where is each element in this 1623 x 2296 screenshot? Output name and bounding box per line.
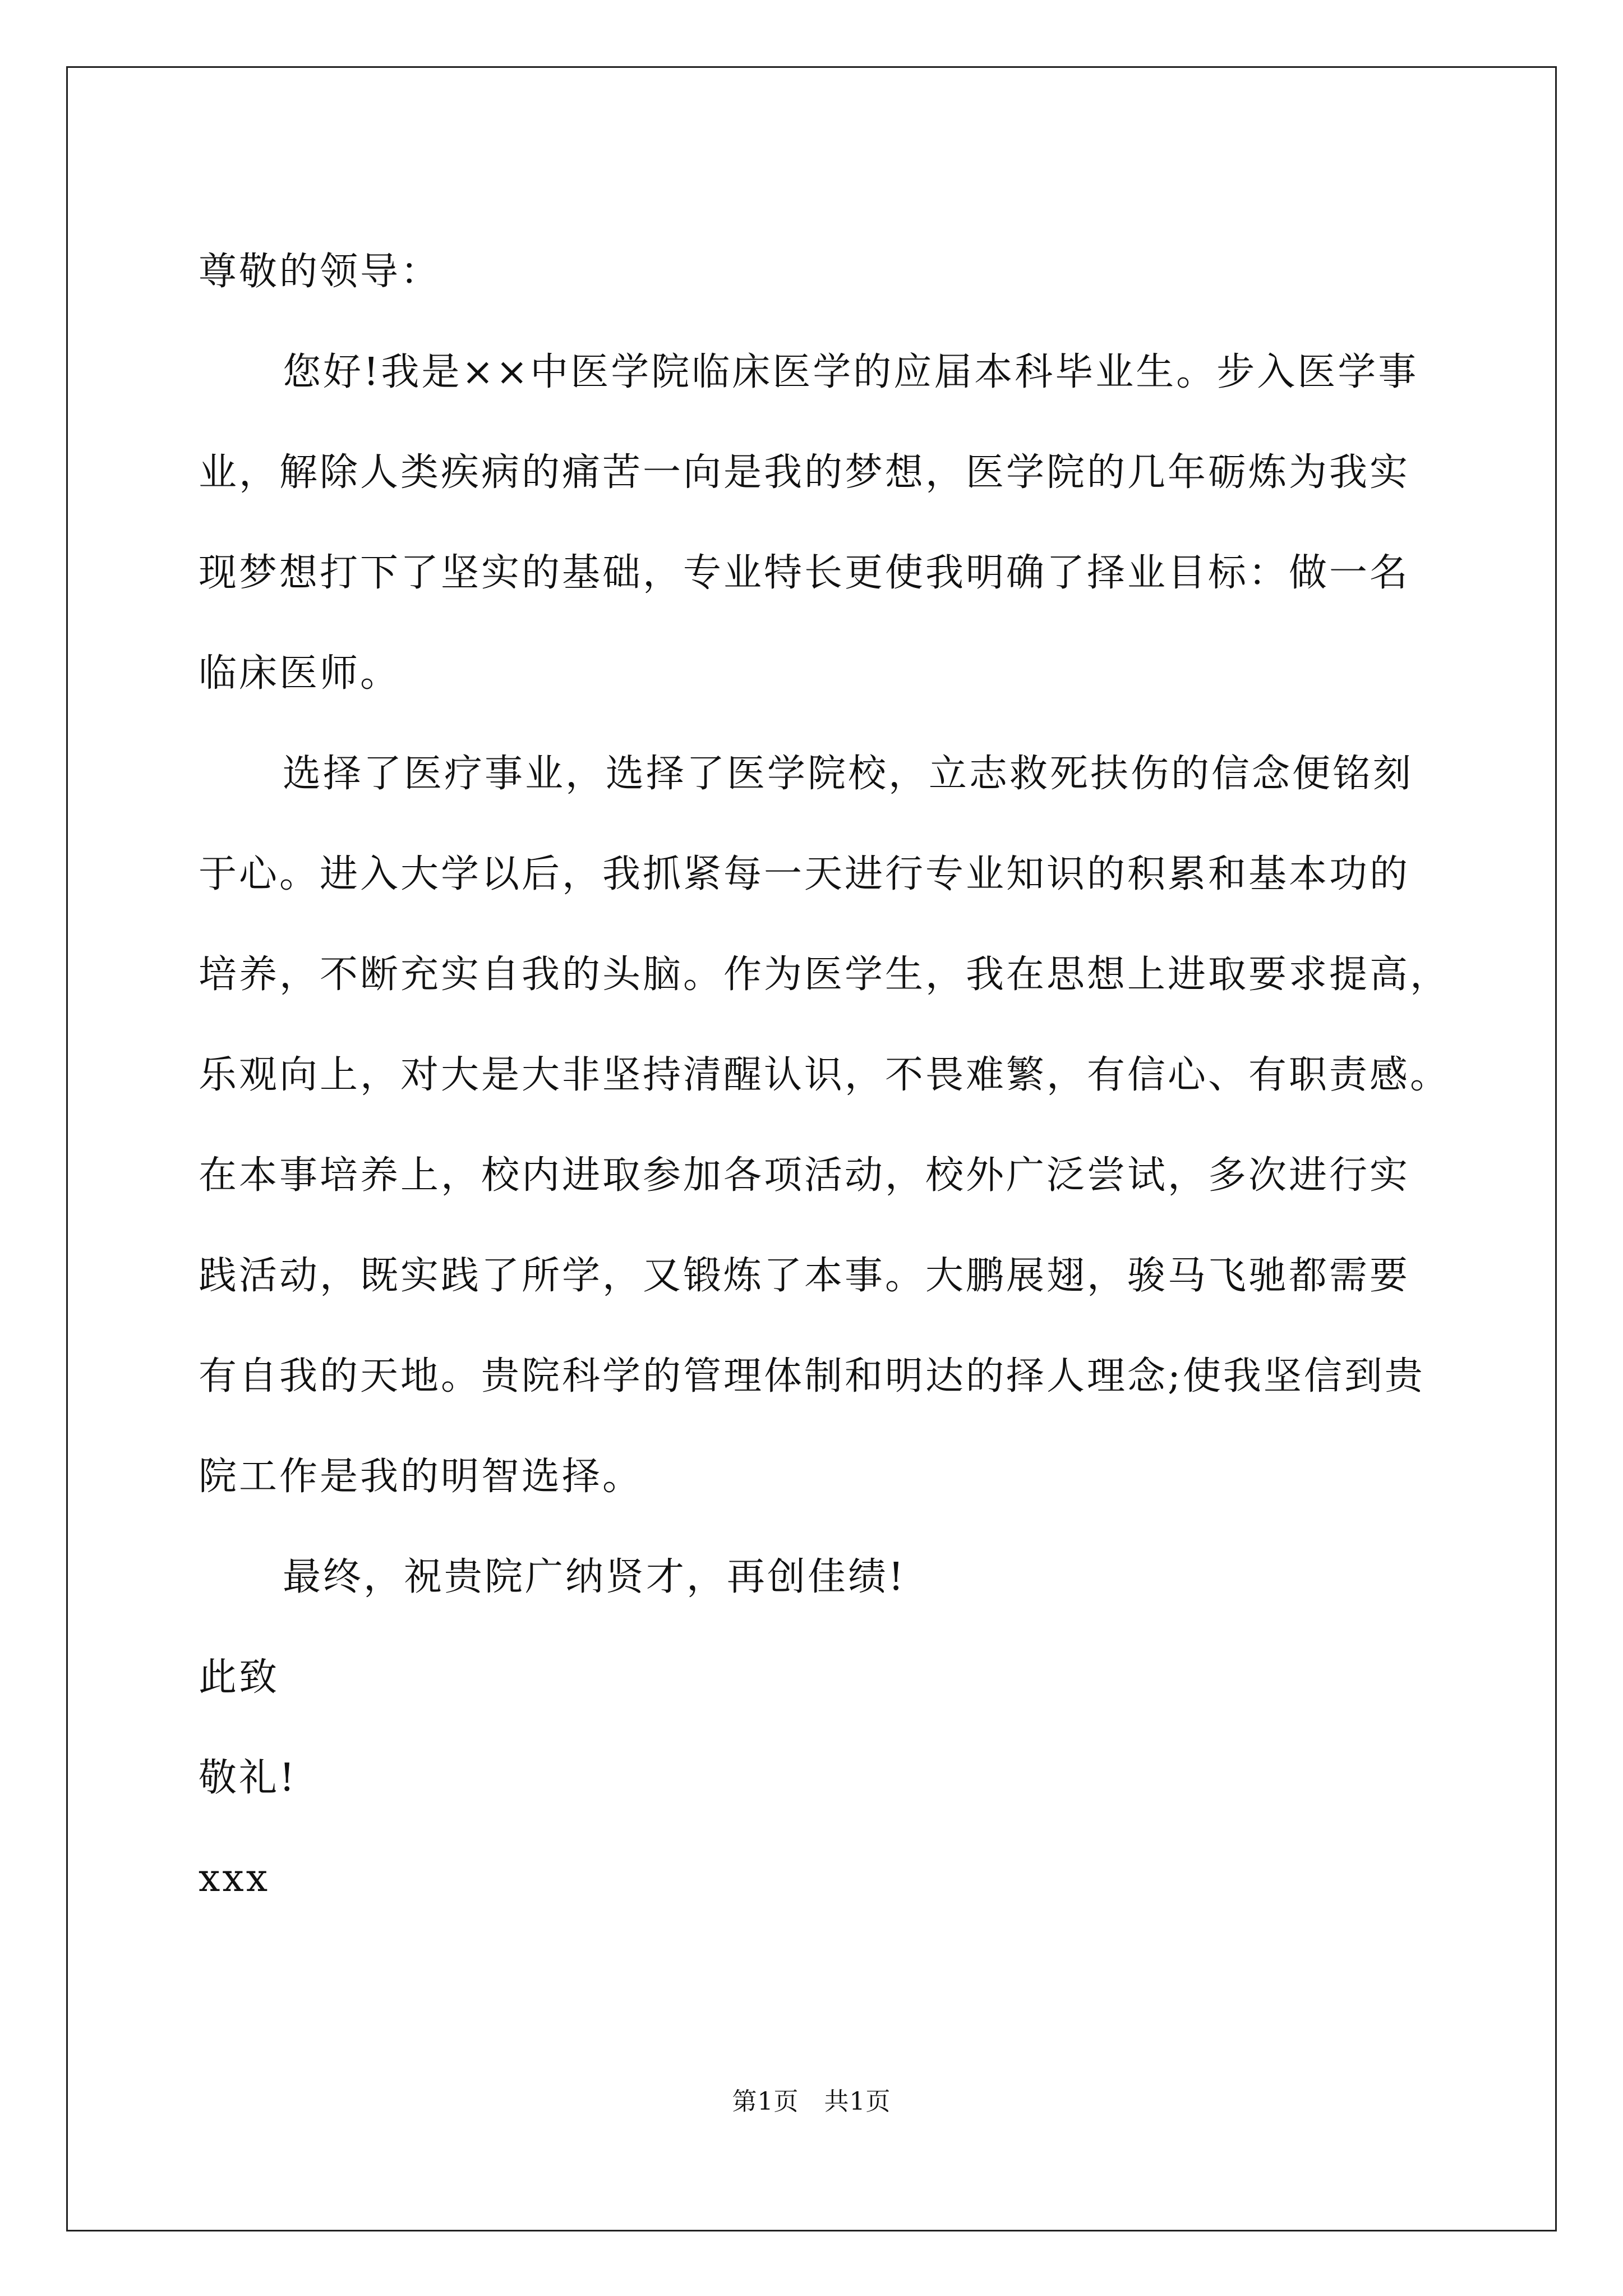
paragraph-line: 践活动，既实践了所学，又锻炼了本事。大鹏展翅，骏马飞驰都需要 xyxy=(199,1254,1410,1298)
paragraph-line: 培养，不断充实自我的头脑。作为医学生，我在思想上进取要求提高， xyxy=(199,953,1451,997)
paragraph-line: 现梦想打下了坚实的基础，专业特长更使我明确了择业目标：做一名 xyxy=(199,551,1410,595)
paragraph-line: 于心。进入大学以后，我抓紧每一天进行专业知识的积累和基本功的 xyxy=(199,852,1410,896)
paragraph-line: 业，解除人类疾病的痛苦一向是我的梦想，医学院的几年砺炼为我实 xyxy=(199,450,1410,495)
page-footer: 第1页 共1页 xyxy=(732,2087,891,2116)
paragraph-line: 有自我的天地。贵院科学的管理体制和明达的择人理念;使我坚信到贵 xyxy=(199,1354,1425,1398)
letter-body xyxy=(199,222,1455,1929)
paragraph-line: 在本事培养上，校内进取参加各项活动，校外广泛尝试，多次进行实 xyxy=(199,1153,1410,1198)
closing-salute: 敬礼! xyxy=(199,1756,297,1800)
paragraph-line: 选择了医疗事业，选择了医学院校，立志救死扶伤的信念便铭刻 xyxy=(283,752,1414,796)
paragraph-line: 您好!我是××中医学院临床医学的应届本科毕业生。步入医学事 xyxy=(283,350,1419,394)
paragraph-line: 临床医师。 xyxy=(199,651,401,696)
signature: xxx xyxy=(199,1856,270,1901)
closing-wish: 最终，祝贵院广纳贤才，再创佳绩! xyxy=(283,1555,906,1599)
paragraph-line: 院工作是我的明智选择。 xyxy=(199,1455,643,1499)
salutation: 尊敬的领导： xyxy=(199,250,441,294)
paragraph-line: 乐观向上，对大是大非坚持清醒认识，不畏难繁，有信心、有职责感。 xyxy=(199,1053,1451,1097)
closing-phrase: 此致 xyxy=(199,1655,280,1700)
